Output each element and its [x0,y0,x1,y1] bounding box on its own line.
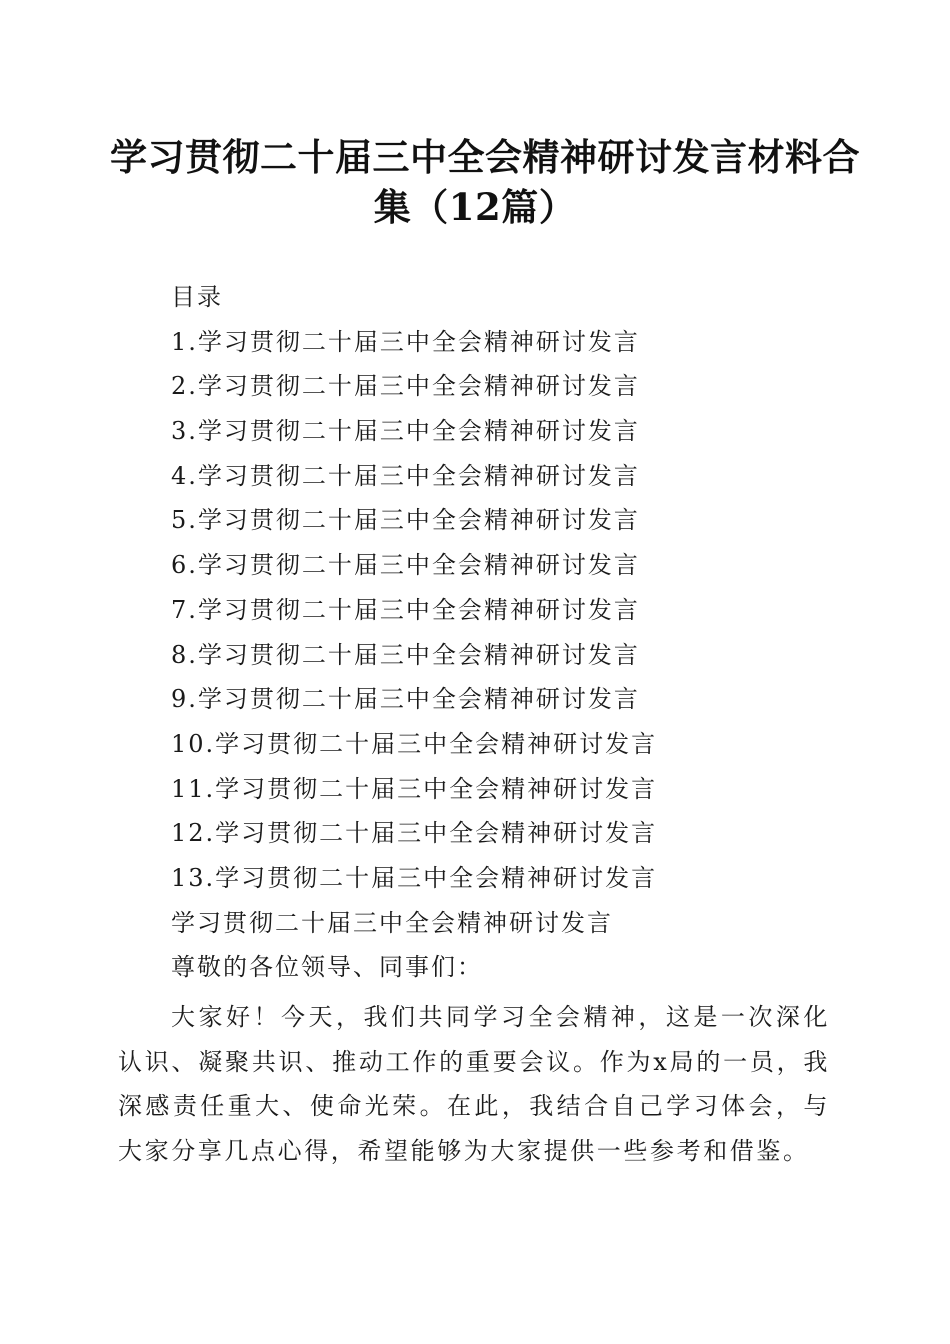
toc-heading: 目录 [171,283,223,311]
toc-item: 6.学习贯彻二十届三中全会精神研讨发言 [171,551,640,580]
body-paragraph: 大家好！今天，我们共同学习全会精神，这是一次深化认识、凝聚共识、推动工作的重要会议。作为x局的一员，我深感责任重大、使命光荣。在此，我结合自己学习体会，与大家分享几点心得，希望能够为大家提供一些参考和借鉴。 [118,1003,830,1166]
toc-item: 4.学习贯彻二十届三中全会精神研讨发言 [171,461,640,490]
toc-item: 13.学习贯彻二十届三中全会精神研讨发言 [171,863,658,892]
toc-item: 2.学习贯彻二十届三中全会精神研讨发言 [171,372,640,401]
table-of-contents [171,280,657,995]
toc-item: 11.学习贯彻二十届三中全会精神研讨发言 [171,774,658,803]
title-line-1: 学习贯彻二十届三中全会精神研讨发言材料合 [110,135,860,179]
toc-item: 9.学习贯彻二十届三中全会精神研讨发言 [171,685,640,714]
salutation: 尊敬的各位领导、同事们： [171,953,483,982]
toc-item: 7.学习贯彻二十届三中全会精神研讨发言 [171,595,640,624]
toc-item: 10.学习贯彻二十届三中全会精神研讨发言 [171,729,658,758]
toc-item: 12.学习贯彻二十届三中全会精神研讨发言 [171,819,658,848]
toc-item: 3.学习贯彻二十届三中全会精神研讨发言 [171,417,640,446]
title-line-2: 集（12篇） [373,185,577,229]
document-title [110,132,860,232]
section-title: 学习贯彻二十届三中全会精神研讨发言 [171,908,613,937]
toc-item: 8.学习贯彻二十届三中全会精神研讨发言 [171,640,640,669]
toc-item: 5.学习贯彻二十届三中全会精神研讨发言 [171,506,640,535]
toc-item: 1.学习贯彻二十届三中全会精神研讨发言 [171,327,640,356]
